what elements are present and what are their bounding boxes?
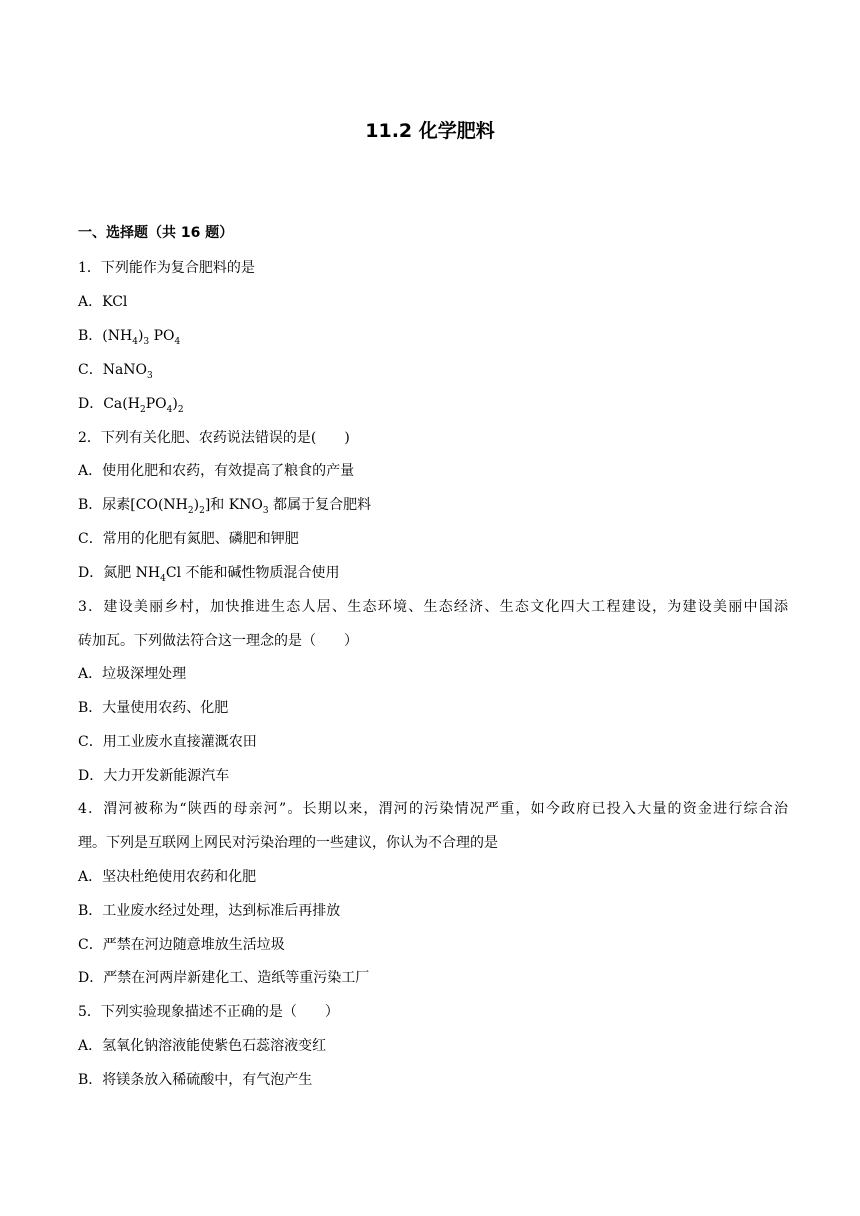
- question-5-option-b: B．将镁条放入稀硫酸中，有气泡产生: [78, 1072, 313, 1088]
- question-2-option-b: B．尿素$[CO(NH_2)_2]$和 $KNO_3$ 都属于复合肥料: [78, 497, 372, 516]
- question-4-stem-line-2: 理。下列是互联网上网民对污染治理的一些建议，你认为不合理的是: [78, 835, 498, 851]
- question-4-option-d: D．严禁在河两岸新建化工、造纸等重污染工厂: [78, 970, 370, 986]
- question-4-option-b: B．工业废水经过处理，达到标准后再排放: [78, 903, 341, 919]
- question-4-option-c: C．严禁在河边随意堆放生活垃圾: [78, 937, 285, 953]
- question-1-option-d: D．$Ca(H_2PO_4)_2$: [78, 396, 184, 415]
- question-1-stem: 1．下列能作为复合肥料的是: [78, 260, 255, 276]
- question-3-option-a: A．垃圾深埋处理: [78, 666, 187, 682]
- question-3-option-d: D．大力开发新能源汽车: [78, 768, 230, 784]
- document-title: 11.2 化学肥料: [365, 120, 495, 142]
- question-2-option-a: A．使用化肥和农药，有效提高了粮食的产量: [78, 463, 355, 479]
- question-3-stem-line-1: 3．建设美丽乡村，加快推进生态人居、生态环境、生态经济、生态文化四大工程建设，为建设美丽中国添: [78, 599, 788, 615]
- question-5-stem: 5．下列实验现象描述不正确的是（ ）: [78, 1004, 339, 1020]
- question-2-option-c: C．常用的化肥有氮肥、磷肥和钾肥: [78, 531, 299, 547]
- question-4-stem-line-1: 4．渭河被称为“陕西的母亲河”。长期以来，渭河的污染情况严重，如今政府已投入大量的资金进行综合治: [78, 801, 788, 817]
- section-heading: 一、选择题（共 16 题）: [78, 225, 234, 241]
- question-2-option-d: D．氮肥 $NH_4Cl$ 不能和碱性物质混合使用: [78, 565, 340, 584]
- question-1-option-c: C．NaNO$_3$: [78, 362, 153, 381]
- question-2-stem: 2．下列有关化肥、农药说法错误的是( ): [78, 430, 350, 446]
- question-3-option-b: B．大量使用农药、化肥: [78, 700, 229, 716]
- question-5-option-a: A．氢氧化钠溶液能使紫色石蕊溶液变红: [78, 1038, 327, 1054]
- question-1-option-b: B．$(NH_4)_3$ $PO_4$: [78, 328, 181, 347]
- question-1-option-a: A．KCl: [78, 294, 128, 310]
- question-3-stem-line-2: 砖加瓦。下列做法符合这一理念的是（ ）: [78, 633, 358, 649]
- question-4-option-a: A．坚决杜绝使用农药和化肥: [78, 869, 257, 885]
- question-3-option-c: C．用工业废水直接灌溉农田: [78, 734, 257, 750]
